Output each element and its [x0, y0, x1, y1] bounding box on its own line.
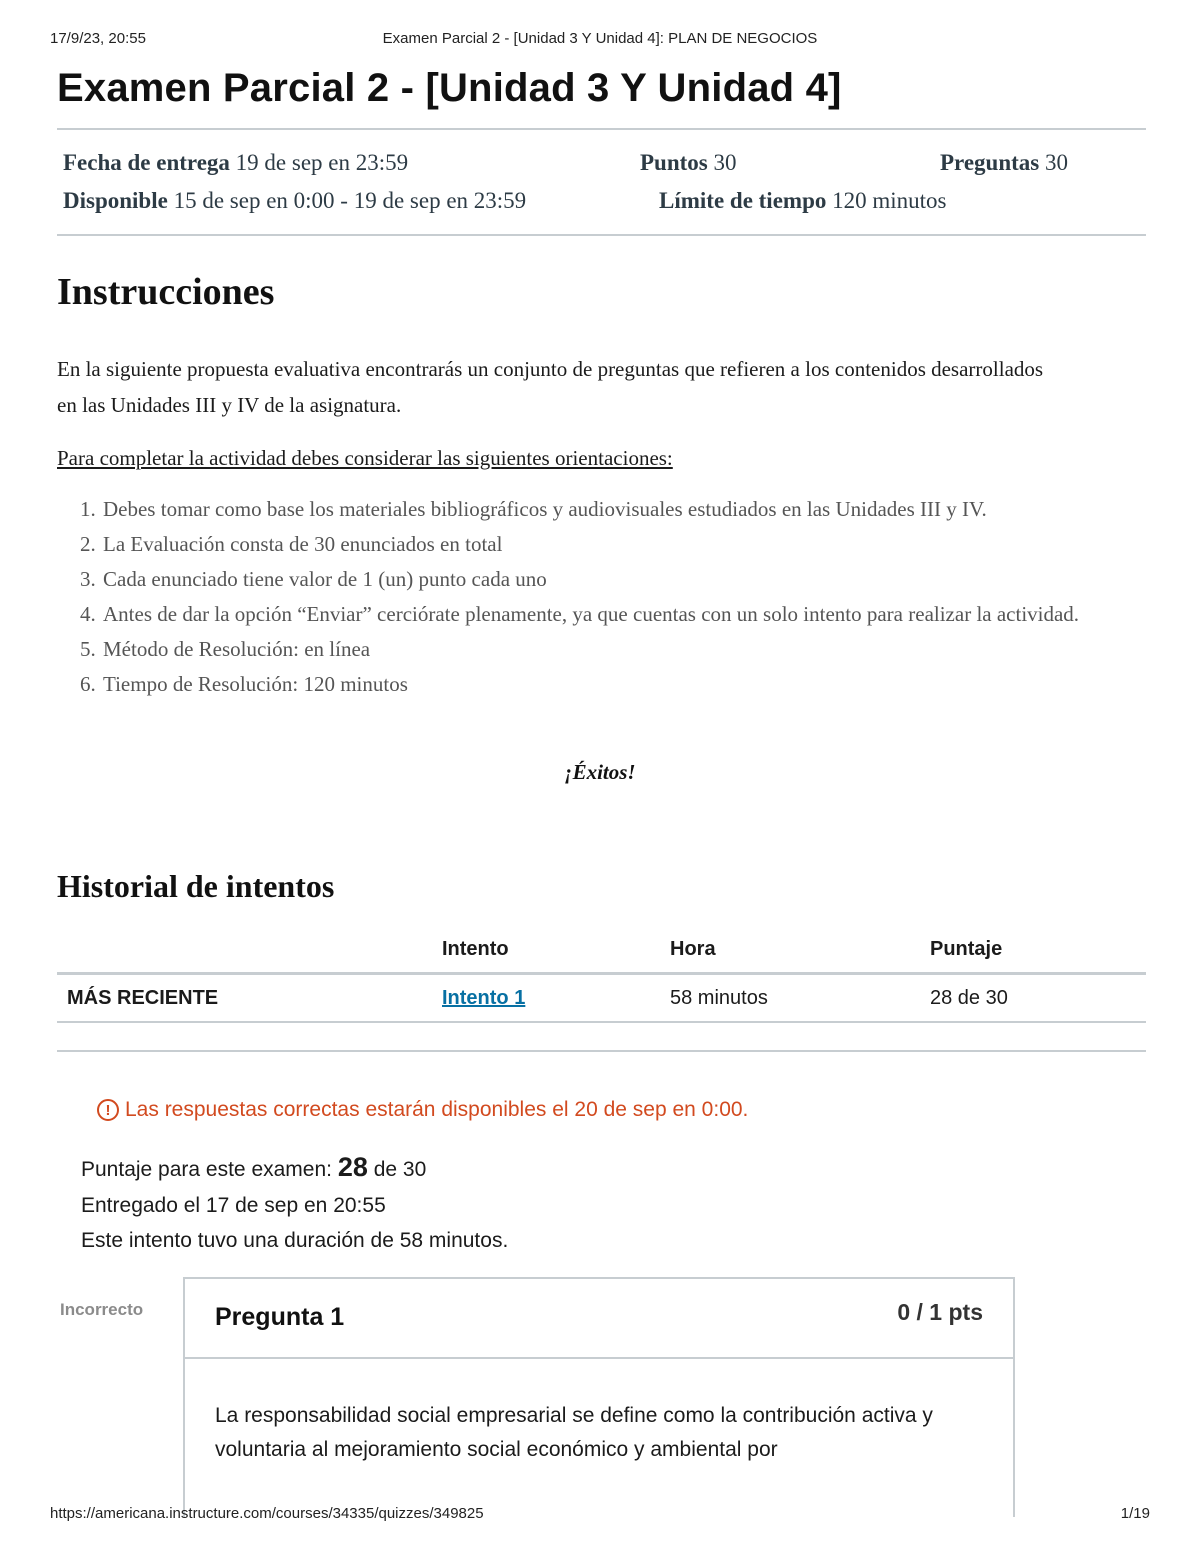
time-cell: 58 minutos — [660, 974, 920, 1023]
details-divider — [57, 234, 1146, 236]
instruction-item: 5. Método de Resolución: en línea — [101, 632, 1191, 667]
questions-value: 30 — [1045, 150, 1068, 175]
instruction-item: 6. Tiempo de Resolución: 120 minutos — [101, 667, 1191, 702]
availability — [63, 188, 526, 214]
question-status: Incorrecto — [60, 1300, 144, 1319]
history-divider — [57, 1050, 1146, 1052]
question-text: La responsabilidad social empresarial se define como la contribución activa y voluntaria al mejoramiento social económico y ambiental por — [215, 1404, 933, 1461]
points-value: 30 — [713, 150, 737, 175]
attempt-cell — [432, 974, 660, 1023]
questions-info — [940, 150, 1068, 176]
attempt-duration: Este intento tuvo una duración de 58 minutos. — [81, 1229, 509, 1252]
instructions-intro: En la siguiente propuesta evaluativa encontrarás un conjunto de preguntas que refieren a los contenidos desarrollados en las Unidades III y IV de la asignatura. — [57, 357, 1044, 417]
quiz-score — [81, 1152, 426, 1183]
score-label: Puntaje para este examen: — [81, 1158, 332, 1181]
print-url: https://americana.instructure.com/courses/34335/quizzes/349825 — [50, 1505, 484, 1522]
score-cell: 28 de 30 — [920, 974, 1146, 1023]
instruction-item: 2. La Evaluación consta de 30 enunciados en total — [101, 527, 1191, 562]
instruction-item: 1. Debes tomar como base los materiales bibliográficos y audiovisuales estudiados en las Unidades III y IV. — [101, 492, 1191, 527]
time-limit — [659, 188, 946, 214]
closing-message: ¡Éxitos! — [564, 760, 636, 784]
title-divider — [57, 128, 1146, 130]
question-header — [185, 1279, 1013, 1359]
column-header-score: Puntaje — [920, 926, 1146, 974]
table-row — [57, 974, 1146, 1023]
question-title: Pregunta 1 — [215, 1303, 345, 1331]
column-header-attempt: Intento — [432, 926, 660, 974]
page-title: Examen Parcial 2 - [Unidad 3 Y Unidad 4] — [57, 66, 842, 110]
instructions-list — [57, 492, 1191, 702]
attempt-history-table — [57, 926, 1146, 1023]
instruction-item: 3. Cada enunciado tiene valor de 1 (un) punto cada uno — [101, 562, 1191, 597]
answers-availability-alert — [97, 1098, 748, 1122]
print-footer — [50, 1505, 1150, 1525]
time-limit-value: 120 minutos — [832, 188, 947, 213]
instructions-heading: Instrucciones — [57, 271, 275, 313]
points-info — [640, 150, 737, 176]
submitted-date: Entregado el 17 de sep en 20:55 — [81, 1194, 386, 1217]
score-total: de 30 — [373, 1158, 427, 1181]
score-value: 28 — [337, 1152, 368, 1182]
question-points: 0 / 1 pts — [897, 1299, 983, 1325]
print-document-title: Examen Parcial 2 - [Unidad 3 Y Unidad 4]: PLAN DE NEGOCIOS — [382, 30, 818, 47]
table-header-row — [57, 926, 1146, 974]
orientation-heading: Para completar la actividad debes considerar las siguientes orientaciones: — [57, 446, 673, 470]
due-date-label: Fecha de entrega — [63, 150, 230, 175]
points-label: Puntos — [640, 150, 708, 175]
availability-label: Disponible — [63, 188, 168, 213]
availability-value: 15 de sep en 0:00 - 19 de sep en 23:59 — [173, 188, 527, 213]
question-card — [183, 1277, 1015, 1517]
history-heading: Historial de intentos — [57, 868, 335, 904]
due-date — [63, 150, 408, 176]
attempt-link[interactable]: Intento 1 — [442, 986, 526, 1009]
due-date-value: 19 de sep en 23:59 — [235, 150, 409, 175]
alert-text: Las respuestas correctas estarán disponibles el 20 de sep en 0:00. — [125, 1098, 749, 1121]
column-header — [57, 926, 432, 974]
column-header-time: Hora — [660, 926, 920, 974]
row-label: MÁS RECIENTE — [57, 974, 432, 1023]
print-date: 17/9/23, 20:55 — [50, 30, 146, 47]
instruction-item: 4. Antes de dar la opción “Enviar” cerciórate plenamente, ya que cuentas con un solo intento para realizar la actividad. — [101, 597, 1191, 632]
page-number: 1/19 — [1120, 1505, 1150, 1522]
time-limit-label: Límite de tiempo — [659, 188, 827, 213]
questions-label: Preguntas — [940, 150, 1040, 175]
exclamation-circle-icon: ! — [97, 1099, 119, 1121]
print-header — [50, 30, 1150, 50]
